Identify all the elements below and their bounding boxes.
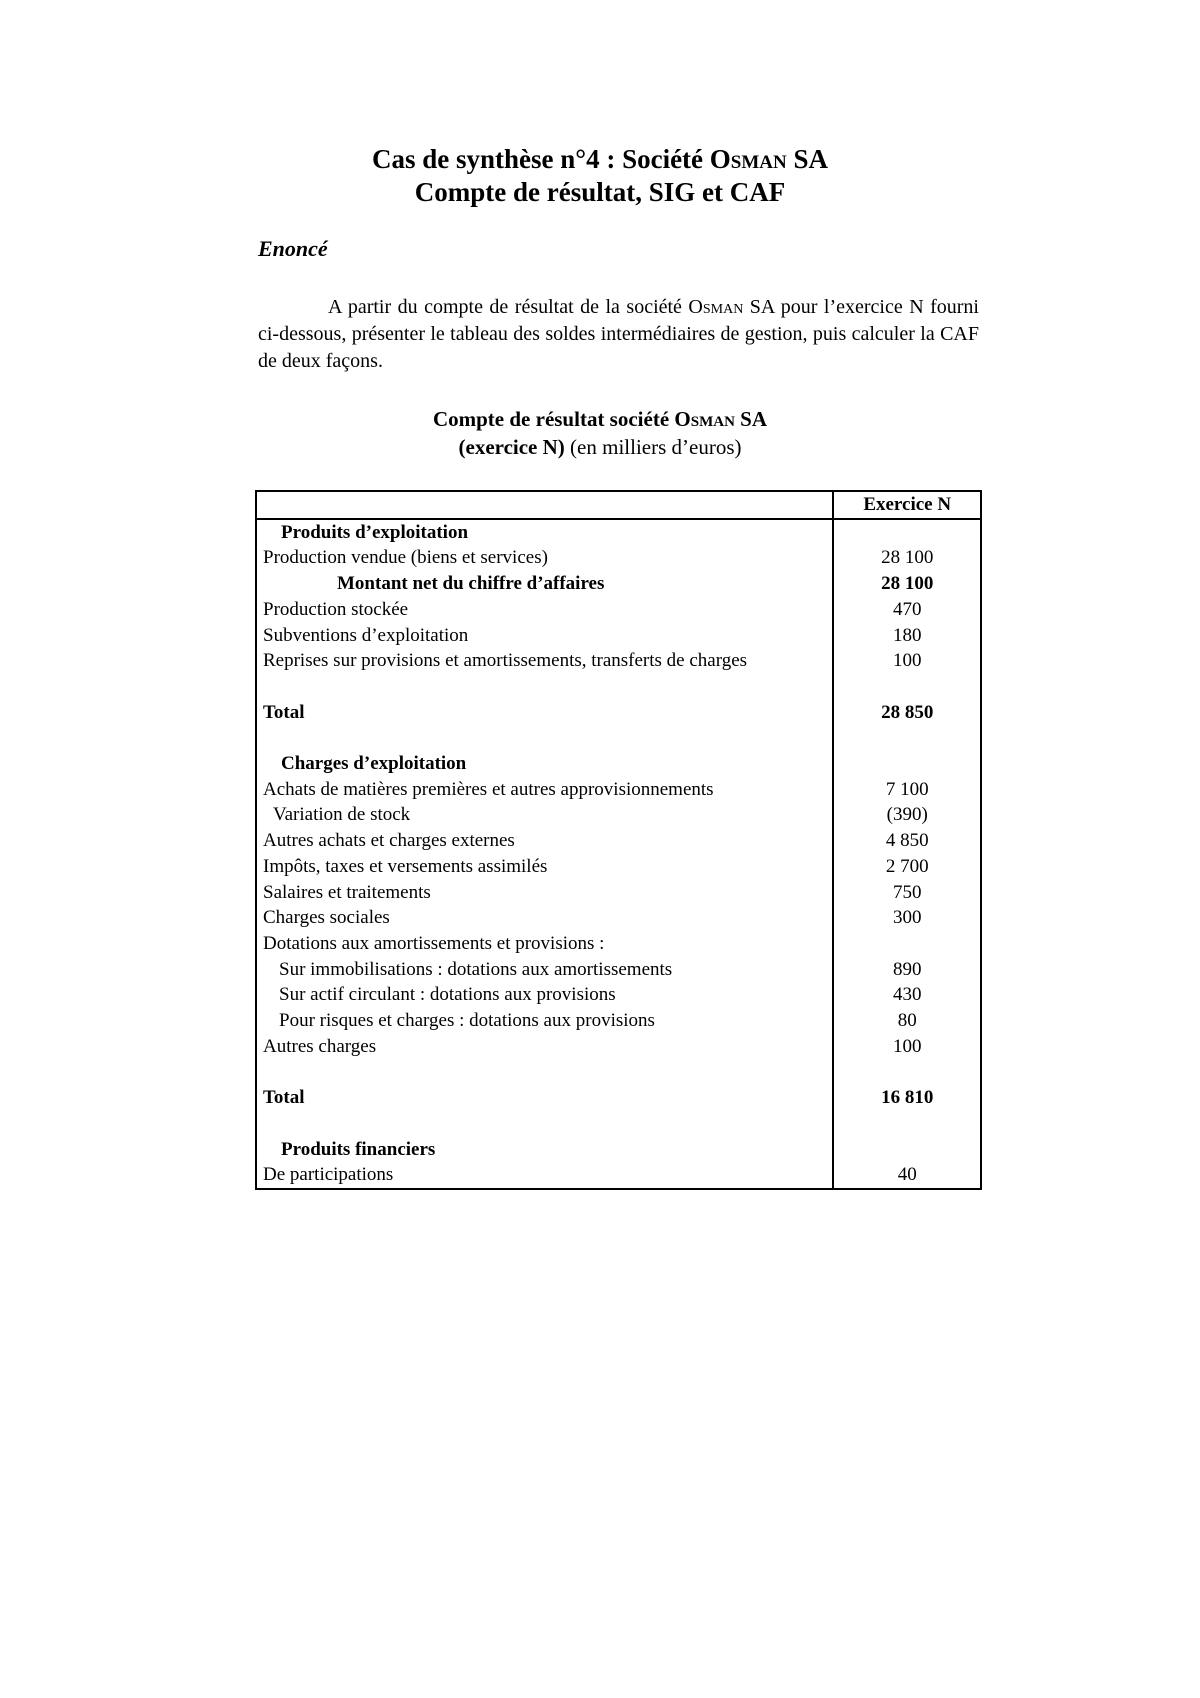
row-value: (390) — [833, 802, 981, 828]
row-label: Production stockée — [256, 597, 833, 623]
enonce-company-name: Osman — [688, 296, 744, 318]
table-row — [256, 571, 981, 597]
table-subtitle-rest: (en milliers d’euros) — [564, 435, 742, 459]
title-suffix: SA — [786, 144, 828, 174]
enonce-heading: Enoncé — [258, 236, 328, 261]
row-label: Subventions d’exploitation — [256, 623, 833, 649]
enonce-paragraph — [258, 294, 979, 375]
row-label: Montant net du chiffre d’affaires — [256, 571, 833, 597]
table-spacer-row — [256, 1059, 981, 1085]
row-label: Autres achats et charges externes — [256, 828, 833, 854]
row-label: Produits d’exploitation — [256, 519, 833, 546]
table-row — [256, 802, 981, 828]
row-value: 7 100 — [833, 777, 981, 803]
row-value: 28 100 — [833, 571, 981, 597]
row-value: 430 — [833, 982, 981, 1008]
row-value: 750 — [833, 880, 981, 906]
row-label: Autres charges — [256, 1034, 833, 1060]
row-value: 16 810 — [833, 1085, 981, 1111]
table-row — [256, 1085, 981, 1111]
table-row — [256, 597, 981, 623]
row-label: Sur immobilisations : dotations aux amortissements — [256, 957, 833, 983]
table-title-company: Osman — [674, 407, 735, 431]
table-row — [256, 957, 981, 983]
table-row — [256, 648, 981, 674]
title-prefix: Cas de synthèse n°4 : Société — [372, 144, 710, 174]
table-row — [256, 1008, 981, 1034]
row-label: Achats de matières premières et autres approvisionnements — [256, 777, 833, 803]
row-label: Reprises sur provisions et amortissements, transferts de charges — [256, 648, 833, 674]
table-row — [256, 1162, 981, 1189]
row-value: 80 — [833, 1008, 981, 1034]
row-label: Sur actif circulant : dotations aux provisions — [256, 982, 833, 1008]
enonce-text-part1: A partir du compte de résultat de la société — [328, 296, 689, 318]
table-row — [256, 519, 981, 546]
table-title-suffix: SA — [734, 407, 768, 431]
row-value: 28 850 — [833, 700, 981, 726]
row-value: 4 850 — [833, 828, 981, 854]
row-value — [833, 519, 981, 546]
table-spacer-row — [256, 1111, 981, 1137]
row-value: 890 — [833, 957, 981, 983]
row-label: Impôts, taxes et versements assimilés — [256, 854, 833, 880]
table-row — [256, 1034, 981, 1060]
row-value: 470 — [833, 597, 981, 623]
table-row — [256, 880, 981, 906]
header-exercice-n: Exercice N — [833, 491, 981, 519]
row-label: De participations — [256, 1162, 833, 1189]
row-value: 2 700 — [833, 854, 981, 880]
row-label: Charges sociales — [256, 905, 833, 931]
table-subtitle — [0, 435, 1200, 460]
row-label: Produits financiers — [256, 1137, 833, 1163]
table-row — [256, 854, 981, 880]
header-label-cell — [256, 491, 833, 519]
row-value: 100 — [833, 648, 981, 674]
row-value — [833, 1137, 981, 1163]
title-company-name: Osman — [709, 144, 787, 174]
row-value: 300 — [833, 905, 981, 931]
table-subtitle-bold: (exercice N) — [458, 435, 565, 459]
row-label: Production vendue (biens et services) — [256, 545, 833, 571]
row-label: Total — [256, 700, 833, 726]
table-row — [256, 828, 981, 854]
table-row — [256, 982, 981, 1008]
table-title-prefix: Compte de résultat société — [432, 407, 675, 431]
table-row — [256, 751, 981, 777]
row-label: Dotations aux amortissements et provisions : — [256, 931, 833, 957]
income-statement-table — [255, 490, 982, 1190]
table-row — [256, 905, 981, 931]
table-row — [256, 1137, 981, 1163]
row-value: 180 — [833, 623, 981, 649]
table-row — [256, 931, 981, 957]
enonce-text-part2: SA pour l’exercice N fourni ci-dessous, présenter le tableau des soldes intermédiaires de gestion, puis calculer la CAF de deux façons. — [258, 296, 979, 372]
row-value: 28 100 — [833, 545, 981, 571]
table-row — [256, 777, 981, 803]
row-value — [833, 751, 981, 777]
row-label: Charges d’exploitation — [256, 751, 833, 777]
row-label: Pour risques et charges : dotations aux provisions — [256, 1008, 833, 1034]
document-title — [0, 143, 1200, 176]
row-label: Salaires et traitements — [256, 880, 833, 906]
table-spacer-row — [256, 725, 981, 751]
row-value — [833, 931, 981, 957]
table-row — [256, 545, 981, 571]
row-label: Total — [256, 1085, 833, 1111]
table-title — [0, 407, 1200, 432]
table-row — [256, 700, 981, 726]
table-header-row — [256, 491, 981, 519]
table-spacer-row — [256, 674, 981, 700]
row-label: Variation de stock — [256, 802, 833, 828]
row-value: 40 — [833, 1162, 981, 1189]
table-row — [256, 623, 981, 649]
document-subtitle: Compte de résultat, SIG et CAF — [414, 177, 786, 207]
row-value: 100 — [833, 1034, 981, 1060]
